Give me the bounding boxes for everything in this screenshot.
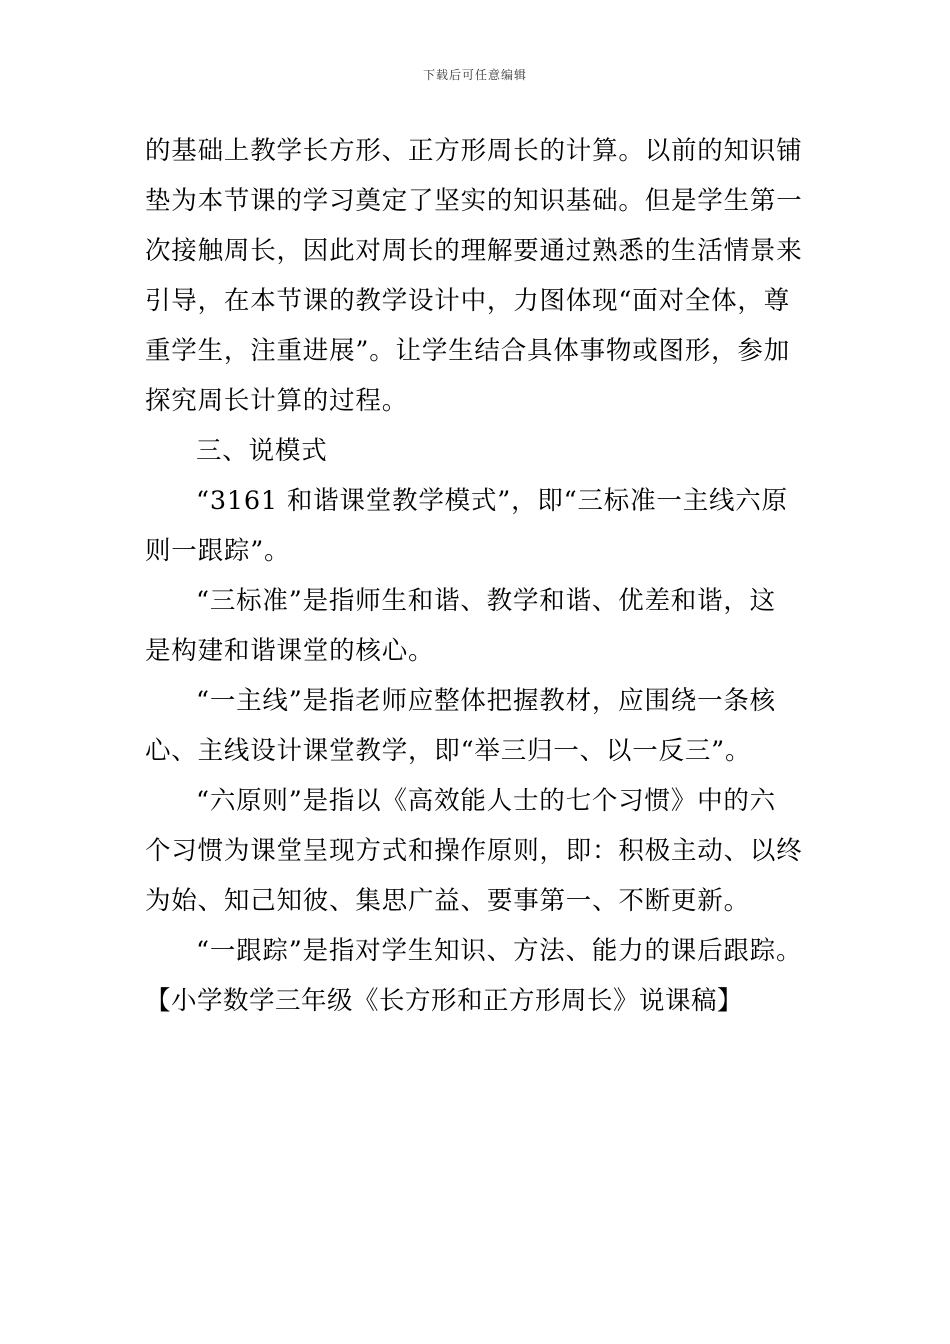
paragraph-line: 是构建和谐课堂的核心。 xyxy=(145,636,435,666)
document-title-footer: 【小学数学三年级《长方形和正方形周长》说课稿】 xyxy=(145,986,744,1016)
paragraph-line: 引导，在本节课的教学设计中，力图体现“面对全体，尊 xyxy=(145,286,791,316)
paragraph-line: “3161 和谐课堂教学模式”，即“三标准一主线六原 xyxy=(196,486,788,516)
section-heading: 三、说模式 xyxy=(196,436,328,466)
paragraph-line: 重学生，注重进展”。让学生结合具体事物或图形，参加 xyxy=(145,336,791,366)
paragraph-line: 个习惯为课堂呈现方式和操作原则，即：积极主动、以终 xyxy=(145,836,803,866)
paragraph-line: 探究周长计算的过程。 xyxy=(145,386,409,416)
paragraph-line: “六原则”是指以《高效能人士的七个习惯》中的六 xyxy=(196,786,776,816)
paragraph-line: 心、主线设计课堂教学，即“举三归一、以一反三”。 xyxy=(145,736,752,766)
paragraph-line: 的基础上教学长方形、正方形周长的计算。以前的知识铺 xyxy=(145,136,803,166)
page-header-note: 下载后可任意编辑 xyxy=(422,68,527,82)
paragraph-line: 则一跟踪”。 xyxy=(145,536,291,566)
paragraph-line: 为始、知己知彼、集思广益、要事第一、不断更新。 xyxy=(145,886,750,916)
paragraph-line: “一主线”是指老师应整体把握教材，应围绕一条核 xyxy=(196,686,776,716)
paragraph-line: “三标准”是指师生和谐、教学和谐、优差和谐，这 xyxy=(196,586,776,616)
paragraph-line: 次接触周长，因此对周长的理解要通过熟悉的生活情景来 xyxy=(145,236,803,266)
paragraph-line: “一跟踪”是指对学生知识、方法、能力的课后跟踪。 xyxy=(196,936,803,966)
document-body xyxy=(145,131,810,1031)
paragraph-line: 垫为本节课的学习奠定了坚实的知识基础。但是学生第一 xyxy=(145,186,803,216)
